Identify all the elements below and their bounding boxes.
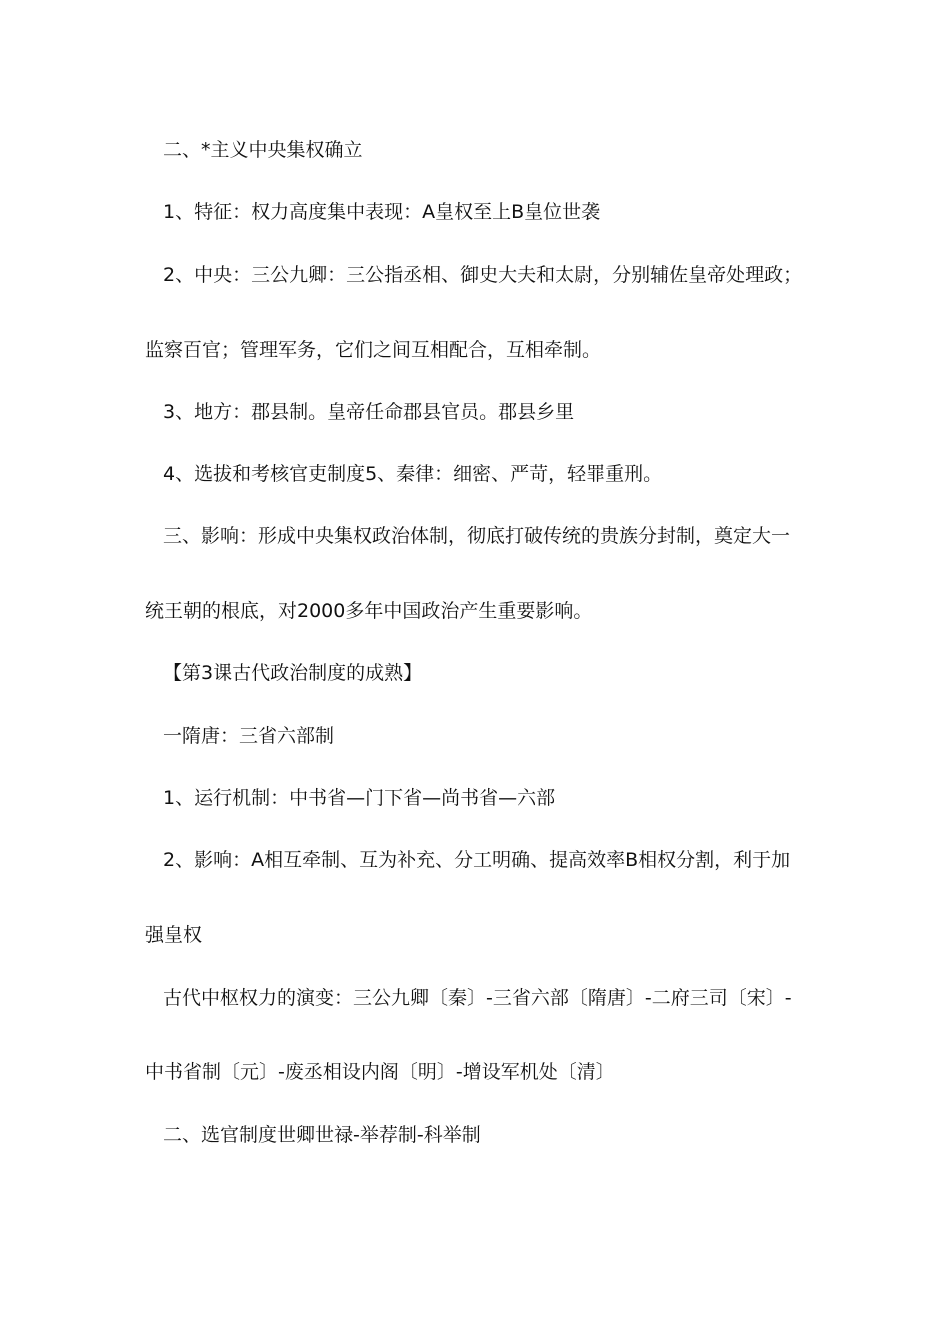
paragraph-officials-law: 4、选拔和考核官吏制度5、秦律：细密、严苛，轻罪重刑。	[163, 463, 663, 485]
paragraph-influence-cont: 统王朝的根底，对2000多年中国政治产生重要影响。	[145, 600, 593, 622]
paragraph-effect-cont: 强皇权	[145, 924, 203, 946]
heading-sui-tang: 一隋唐：三省六部制	[163, 725, 335, 747]
paragraph-central-cont: 监察百官；管理军务，它们之间互相配合，互相牵制。	[145, 339, 602, 361]
heading-centralization: 二、*主义中央集权确立	[163, 139, 363, 161]
heading-selection-system: 二、选官制度世卿世禄-举荐制-科举制	[163, 1124, 481, 1146]
paragraph-evolution: 古代中枢权力的演变：三公九卿〔秦〕-三省六部〔隋唐〕-二府三司〔宋〕-	[163, 987, 792, 1009]
paragraph-influence: 三、影响：形成中央集权政治体制，彻底打破传统的贵族分封制，奠定大一	[163, 525, 791, 547]
paragraph-mechanism: 1、运行机制：中书省—门下省—尚书省—六部	[163, 787, 556, 809]
lesson-title: 【第3课古代政治制度的成熟】	[163, 662, 423, 684]
paragraph-features: 1、特征：权力高度集中表现：A皇权至上B皇位世袭	[163, 201, 601, 223]
paragraph-central: 2、中央：三公九卿：三公指丞相、御史大夫和太尉，分别辅佐皇帝处理政；	[163, 264, 803, 286]
paragraph-effect: 2、影响：A相互牵制、互为补充、分工明确、提高效率B相权分割，利于加	[163, 849, 791, 871]
paragraph-evolution-cont: 中书省制〔元〕-废丞相设内阁〔明〕-增设军机处〔清〕	[145, 1061, 615, 1083]
paragraph-local: 3、地方：郡县制。皇帝任命郡县官员。郡县乡里	[163, 401, 575, 423]
